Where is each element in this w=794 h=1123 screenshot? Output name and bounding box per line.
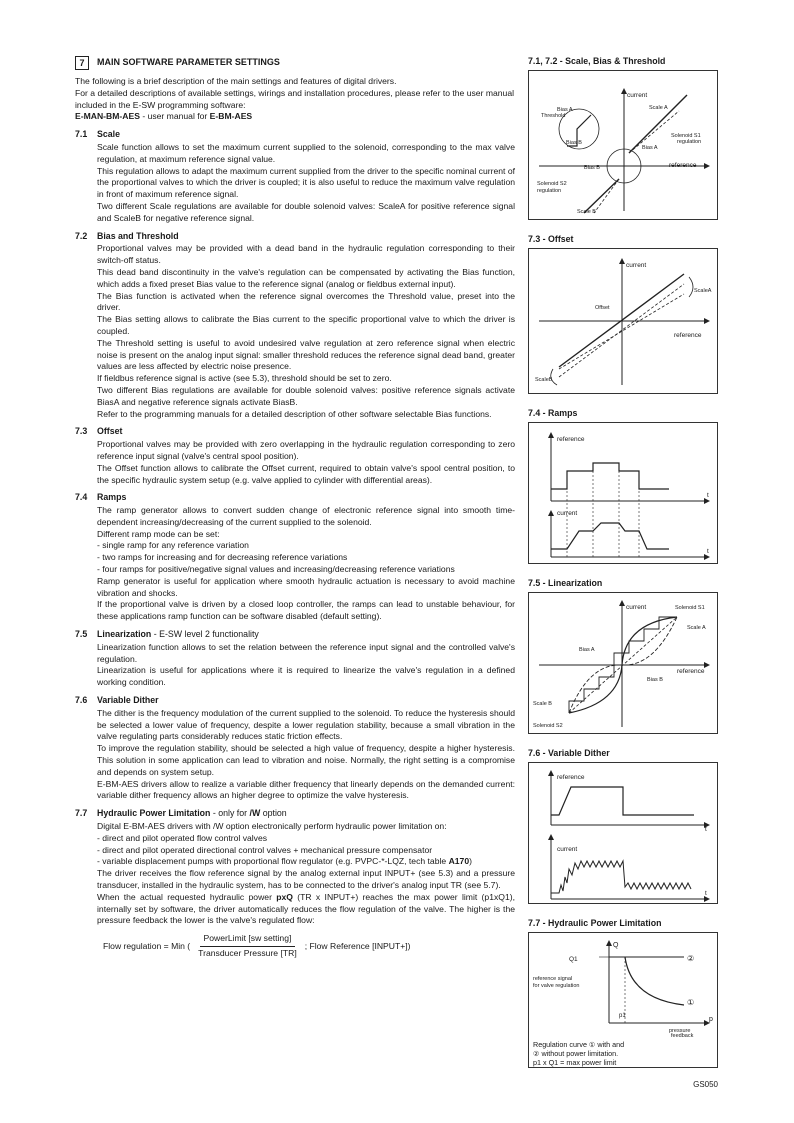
ramps-diagram (529, 423, 717, 563)
main-heading (75, 56, 515, 70)
solenoid-s2-label: Solenoid S2 (537, 181, 567, 187)
bias-a-top-label: Bias A (557, 107, 573, 113)
figure-note (533, 1040, 663, 1067)
paragraph: The Bias setting allows to calibrate the Bias current to the specific proportional valve to which the driver is coupled. (97, 314, 515, 336)
figure-title: 7.7 - Hydraulic Power Limitation (528, 918, 662, 928)
paragraph: Linearization is useful for applications where it is required to linearize the valve's regulation in a defined working condition. (97, 665, 515, 688)
figure-title: 7.4 - Ramps (528, 408, 578, 418)
p-axis-label: p (709, 1016, 713, 1023)
list-item: - single ramp for any reference variation (97, 540, 515, 552)
figure-linearization (528, 592, 718, 734)
figure-offset (528, 248, 718, 394)
time-label-2: t (707, 548, 709, 555)
valve-regulation-label: for valve regulation (533, 983, 580, 989)
section-7-2 (75, 231, 515, 421)
paragraph: Proportional valves may be provided with zero overlapping in the hydraulic regulation corresponding to zero reference input signal (valve's central spool position). (97, 439, 515, 461)
list-item: - direct and pilot operated directional control valves + mechanical pressure compensator (97, 845, 515, 857)
formula-denominator: Transducer Pressure [TR] (198, 947, 297, 958)
section-title: Variable Dither (97, 695, 159, 706)
section-title: Bias and Threshold (97, 230, 179, 241)
section-number: 7.1 (75, 129, 88, 140)
power-limit-diagram (529, 933, 717, 1033)
paragraph (97, 892, 515, 927)
section-7-7 (75, 808, 515, 960)
paragraph: The driver receives the flow reference signal by the analog external input INPUT+ (see 5.3) and a pressure transducer, installed in the hydraulic system, has to be connected to the driver's analog input TR (see 5.7). (97, 868, 515, 890)
note-line-2: ② without power limitation. (533, 1049, 619, 1058)
bias-a-right-label: Bias A (642, 145, 658, 151)
current-label: current (626, 262, 647, 269)
manual-text: - user manual for (139, 111, 210, 122)
formula-right: ; Flow Reference [INPUT+]) (304, 940, 411, 951)
section-title: Ramps (97, 492, 127, 503)
feedback-label: feedback (671, 1033, 694, 1039)
figure-power-limitation (528, 932, 718, 1068)
figure-title: 7.6 - Variable Dither (528, 748, 610, 758)
paragraph: To improve the regulation stability, should be selected a high value of frequency, despite a higher hysteresis. This solution in some application can lead to vibration and noise. Normally, the right setting is a compromise and depends on system setup. (97, 743, 515, 777)
page-title: MAIN SOFTWARE PARAMETER SETTINGS (97, 57, 280, 68)
scale-bias-diagram (529, 71, 717, 219)
paragraph: This dead band discontinuity in the valve's regulation can be compensated by activating the Bias function, which adds a fixed preset Bias value to the reference signal (analog or fieldbus external input). (97, 266, 515, 289)
scale-b-label: Scale B (577, 209, 596, 215)
paragraph-part: (TR x INPUT+) reaches the max power limit (p1xQ1), internally set by software, the driver automatically reduces the flow regulation of the valve. The higher is the pressure feedback the lower is the valve's regulated flow: (97, 891, 515, 926)
paragraph: Digital E-BM-AES drivers with /W option electronically perform hydraulic power limitation on: (97, 821, 447, 832)
reference-label: reference (674, 332, 702, 339)
section-title-text: Hydraulic Power Limitation (97, 808, 211, 819)
paragraph: The Bias function is activated when the reference signal overcomes the Threshold value, preset into the driver. (97, 290, 515, 313)
scale-b-label: ScaleB (535, 377, 553, 383)
intro-line-2: For a detailed descriptions of available settings, wirings and installation procedures, please refer to the user manual included in the E-SW programming software: (75, 87, 515, 110)
section-number: 7.7 (75, 808, 88, 819)
paragraph: The ramp generator allows to convert sudden change of electronic reference signal into smooth time-dependent increasing/decreasing of the current supplied to the solenoid. (97, 505, 515, 527)
paragraph: Two different Scale regulations are available for double solenoid valves: ScaleA for positive reference signal and ScaleB for negative reference signal. (97, 200, 515, 223)
paragraph: Linearization function allows to set the relation between the reference input signal and the controlled valve's regulation. (97, 641, 515, 664)
section-7-3 (75, 426, 515, 486)
figure-scale-bias-threshold (528, 70, 718, 220)
formula-left: Flow regulation = Min ( (103, 940, 191, 951)
q-axis-label: Q (613, 942, 619, 949)
current-label: current (557, 510, 578, 517)
section-title: Offset (97, 426, 123, 437)
manual-reference (75, 111, 515, 123)
solenoid-s2-line (584, 179, 619, 213)
tech-table-code: A170 (448, 856, 470, 867)
time-label-1: t (707, 492, 709, 499)
formula-fraction (194, 933, 301, 960)
paragraph-part: When the actual requested hydraulic power (97, 891, 277, 902)
list-item-text: variable displacement pumps with proportional flow regulator (e.g. PVPC-*-LQZ, tech table (102, 856, 449, 867)
current-label: current (557, 846, 578, 853)
scale-b-line (594, 179, 619, 213)
list-item-end: ) (469, 856, 472, 867)
current-label: current (626, 604, 647, 611)
paragraph: E-BM-AES drivers allow to realize a variable dither frequency that linearly depends on the demanded current: variable dither frequency allows an higher degree to optimize the valve hysteresis. (97, 778, 515, 801)
reference-label: reference (557, 436, 585, 443)
pressure-label: pressure (669, 1028, 691, 1033)
dithered-current (551, 861, 691, 893)
bias-b-mid-label: Bias B (584, 165, 600, 171)
threshold-label: Threshold (541, 113, 566, 119)
section-7-1 (75, 129, 515, 224)
offset-label: Offset (595, 305, 610, 311)
time-label-1: t (705, 826, 707, 833)
reference-signal (551, 463, 669, 489)
manual-code-2: E-BM-AES (209, 111, 253, 122)
note-line-1: Regulation curve ① with and (533, 1040, 625, 1049)
section-title (97, 629, 259, 641)
section-number: 7.4 (75, 492, 88, 503)
paragraph: Refer to the programming manuals for a detailed description of other software selectable Bias functions. (97, 408, 492, 419)
paragraph: Ramp generator is useful for application where smooth hydraulic actuation is necessary to avoid machine vibration and shocks. (97, 575, 515, 598)
formula-numerator: PowerLimit [sw setting] (200, 933, 296, 947)
time-label-2: t (705, 890, 707, 897)
section-number-box: 7 (75, 56, 89, 70)
list-item (97, 856, 515, 868)
section-number: 7.6 (75, 695, 88, 706)
offset-diagram (529, 249, 717, 393)
list-item: - four ramps for positive/negative signal values and increasing/decreasing reference variations (97, 564, 515, 576)
section-number: 7.5 (75, 629, 88, 640)
reference-signal-label: reference signal (533, 976, 573, 982)
paragraph: Two different Bias regulations are available for double solenoid valves: positive reference signals activate BiasA and negative reference signals activate BiasB. (97, 384, 515, 407)
figure-title: 7.1, 7.2 - Scale, Bias & Threshold (528, 56, 666, 66)
bias-a-label: Bias A (579, 647, 595, 653)
paragraph: This regulation allows to adapt the maximum current supplied from the driver to the specific nominal current of the proportional valves to which the driver is coupled; it is also useful to reduce the maximum valve regulation in front of maximum reference signal. (97, 165, 515, 200)
paragraph: The dither is the frequency modulation of the current supplied to the solenoid. To reduce the hysteresis should be selected a lower value of frequency, despite a lower regulation stability, because a small vibration in the valve regulating parts considerably reduces static friction effects. (97, 707, 515, 742)
scale-a-label: Scale A (687, 625, 706, 631)
figure-title: 7.3 - Offset (528, 234, 574, 244)
q1-label: Q1 (569, 956, 578, 963)
section-number: 7.3 (75, 426, 88, 437)
list-item: - two ramps for increasing and for decreasing reference variations (97, 552, 515, 564)
section-subtitle: - E-SW level 2 functionality (151, 629, 259, 640)
paragraph: Proportional valves may be provided with a dead band in the hydraulic regulation corresponding to their switch-off status. (97, 243, 515, 266)
list-item: - direct and pilot operated flow control valves (97, 833, 515, 845)
manual-code: E-MAN-BM-AES (75, 111, 140, 122)
figure-column (528, 56, 718, 1068)
paragraph: Scale function allows to set the maximum current supplied to the solenoid, corresponding to the max valve regulation, at maximum reference signal value. (97, 141, 515, 164)
page-code: GS050 (693, 1080, 718, 1089)
p1-label: p1 (619, 1013, 626, 1019)
flow-regulation-formula (103, 933, 515, 960)
scale-a-label: ScaleA (694, 288, 712, 294)
section-7-4 (75, 492, 515, 623)
section-number: 7.2 (75, 230, 88, 241)
note-line-3: p1 x Q1 = max power limit (533, 1058, 617, 1067)
scale-a-label: Scale A (649, 105, 668, 111)
linearization-diagram (529, 593, 717, 733)
reference-signal (551, 787, 694, 815)
intro-line-1: The following is a brief description of the main settings and features of digital drivers. (75, 76, 397, 86)
scale-a-arc (689, 277, 693, 297)
bias-b-label: Bias B (647, 677, 663, 683)
paragraph: If the proportional valve is driven by a closed loop controller, the ramps can lead to unstable behaviour, for these applications ramp function can be software disabled (default setting). (97, 599, 515, 622)
reference-label: reference (557, 774, 585, 781)
dither-diagram (529, 763, 717, 903)
curve-with-limit (625, 957, 684, 1005)
figure-ramps (528, 422, 718, 564)
scale-b-label: Scale B (533, 701, 552, 707)
power-symbol: pxQ (276, 891, 293, 902)
current-signal (551, 523, 669, 549)
intro (75, 76, 515, 123)
power-limit-list (97, 833, 515, 868)
bias-b-left-label: Bias B (566, 140, 582, 146)
figure-variable-dither (528, 762, 718, 904)
section-subtitle: - only for (210, 808, 250, 819)
reference-label: reference (677, 668, 705, 675)
solenoid-s1-label: Solenoid S1 (671, 133, 701, 139)
paragraph: Different ramp mode can be set: (97, 528, 220, 539)
figure-title: 7.5 - Linearization (528, 578, 603, 588)
solenoid-s2-reg-label: regulation (537, 188, 562, 194)
section-7-6 (75, 695, 515, 802)
solenoid-s2-label: Solenoid S2 (533, 723, 563, 729)
section-title: Scale (97, 129, 120, 140)
paragraph: The Offset function allows to calibrate the Offset current, required to obtain valve's spool central position, to the specific hydraulic system setup (e.g. valve applied to cylinder with differential areas). (97, 462, 515, 485)
solenoid-s1-reg-label: regulation (677, 139, 702, 145)
option-code: /W (249, 808, 261, 819)
paragraph: If fieldbus reference signal is active (see 5.3), threshold should be set to zero. (97, 373, 392, 384)
section-title-text: Linearization (97, 629, 152, 640)
section-title (97, 808, 287, 820)
curve-2-marker: ② (687, 954, 695, 963)
ramp-mode-list (97, 540, 515, 575)
paragraph: The Threshold setting is useful to avoid undesired valve regulation at zero reference signal when electric noise is present on the analog input signal: smaller threshold reduces the reference signal dead band, greater values are less affected by electric noise presence. (97, 337, 515, 372)
section-7-5 (75, 629, 515, 689)
reference-label: reference (669, 162, 697, 169)
section-subtitle-end: option (260, 808, 287, 819)
current-label: current (627, 92, 648, 99)
solenoid-s1-label: Solenoid S1 (675, 605, 705, 611)
curve-1-marker: ① (687, 998, 695, 1007)
text-column (75, 56, 515, 960)
